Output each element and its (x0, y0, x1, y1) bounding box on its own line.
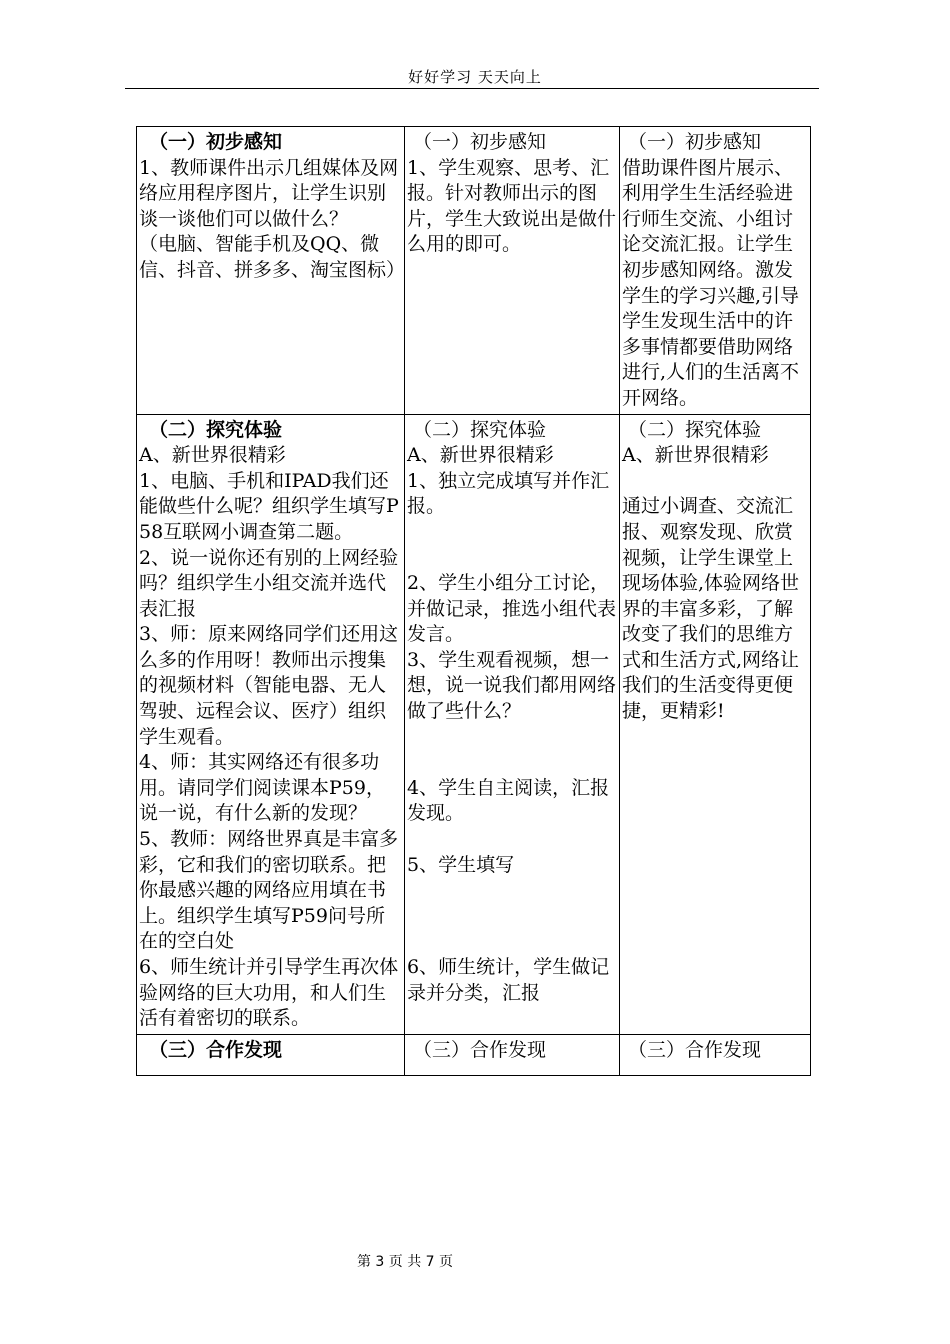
teacher-activity-cell (137, 1034, 405, 1075)
table-row (137, 1034, 811, 1075)
lesson-plan-table (136, 126, 811, 1076)
design-intent-cell (620, 414, 811, 1034)
section-title: （一）初步感知 (413, 131, 547, 153)
table-row (137, 127, 811, 415)
student-step: 3、学生观看视频，想一想，说一说我们都用网络做了些什么？ (407, 648, 617, 723)
section-title: （一）初步感知 (628, 131, 762, 153)
section-title: （一）初步感知 (149, 131, 283, 153)
student-activity-cell (405, 414, 620, 1034)
teacher-step: 1、教师课件出示几组媒体及网络应用程序图片，让学生识别谈一谈他们可以做什么？ (139, 156, 399, 230)
design-intent-cell (620, 127, 811, 415)
student-step: 1、学生观察、思考、汇报。针对教师出示的图片，学生大致说出是做什么用的即可。 (407, 156, 617, 256)
intent-text: 通过小调查、交流汇报、观察发现、欣赏视频，让学生课堂上现场体验,体验网络世界的丰富多彩，了解改变了我们的思维方式和生活方式,网络让我们的生活变得更便捷，更精彩! (622, 495, 800, 723)
section-title: （二）探究体验 (628, 418, 762, 441)
teacher-step: 5、教师：网络世界真是丰富多彩，它和我们的密切联系。把你最感兴趣的网络应用填在书上。组织学生填写P59问号所在的空白处 (139, 828, 399, 953)
section-title: （二）探究体验 (149, 418, 283, 441)
subsection-title: A、新世界很精彩 (622, 444, 769, 467)
header-divider (125, 88, 819, 89)
teacher-note: （电脑、智能手机及QQ、微信、抖音、拼多多、淘宝图标） (139, 233, 406, 281)
design-intent-cell (620, 1034, 811, 1075)
teacher-step: 1、电脑、手机和IPAD我们还能做些什么呢？组织学生填写P58互联网小调查第二题。 (139, 469, 399, 543)
table-row (137, 414, 811, 1034)
student-step: 5、学生填写 (407, 853, 515, 876)
section-title: （三）合作发现 (628, 1038, 762, 1061)
subsection-title: A、新世界很精彩 (407, 444, 554, 467)
student-step: 2、学生小组分工讨论，并做记录，推选小组代表发言。 (407, 572, 617, 646)
teacher-step: 3、师：原来网络同学们还用这么多的作用呀！教师出示搜集的视频材料（智能电器、无人驾驶、远程会议、医疗）组织学生观看。 (139, 623, 399, 748)
teacher-step: 6、师生统计并引导学生再次体验网络的巨大功用，和人们生活有着密切的联系。 (139, 956, 399, 1030)
section-title: （三）合作发现 (149, 1038, 283, 1061)
section-title: （二）探究体验 (413, 418, 547, 441)
teacher-step: 2、说一说你还有别的上网经验吗？组织学生小组交流并选代表汇报 (139, 546, 399, 620)
student-step: 6、师生统计，学生做记录并分类，汇报 (407, 956, 610, 1004)
teacher-activity-cell (137, 414, 405, 1034)
subsection-title: A、新世界很精彩 (139, 444, 286, 467)
student-activity-cell (405, 1034, 620, 1075)
page-number: 第 3 页 共 7 页 (356, 1254, 454, 1270)
teacher-activity-cell (137, 127, 405, 415)
page-footer (0, 1251, 810, 1271)
teacher-step: 4、师：其实网络还有很多功用。请同学们阅读课本P59，说一说，有什么新的发现？ (139, 751, 385, 825)
intent-text: 借助课件图片展示、利用学生生活经验进行师生交流、小组讨论交流汇报。让学生初步感知网络。激发学生的学习兴趣,引导学生发现生活中的许多事情都要借助网络进行,人们的生活离不开网络。 (622, 156, 800, 409)
student-activity-cell (405, 127, 620, 415)
student-step: 1、独立完成填写并作汇报。 (407, 469, 610, 518)
student-step: 4、学生自主阅读，汇报发现。 (407, 776, 610, 825)
section-title: （三）合作发现 (413, 1038, 547, 1061)
page-header: 好好学习 天天向上 (408, 68, 542, 86)
